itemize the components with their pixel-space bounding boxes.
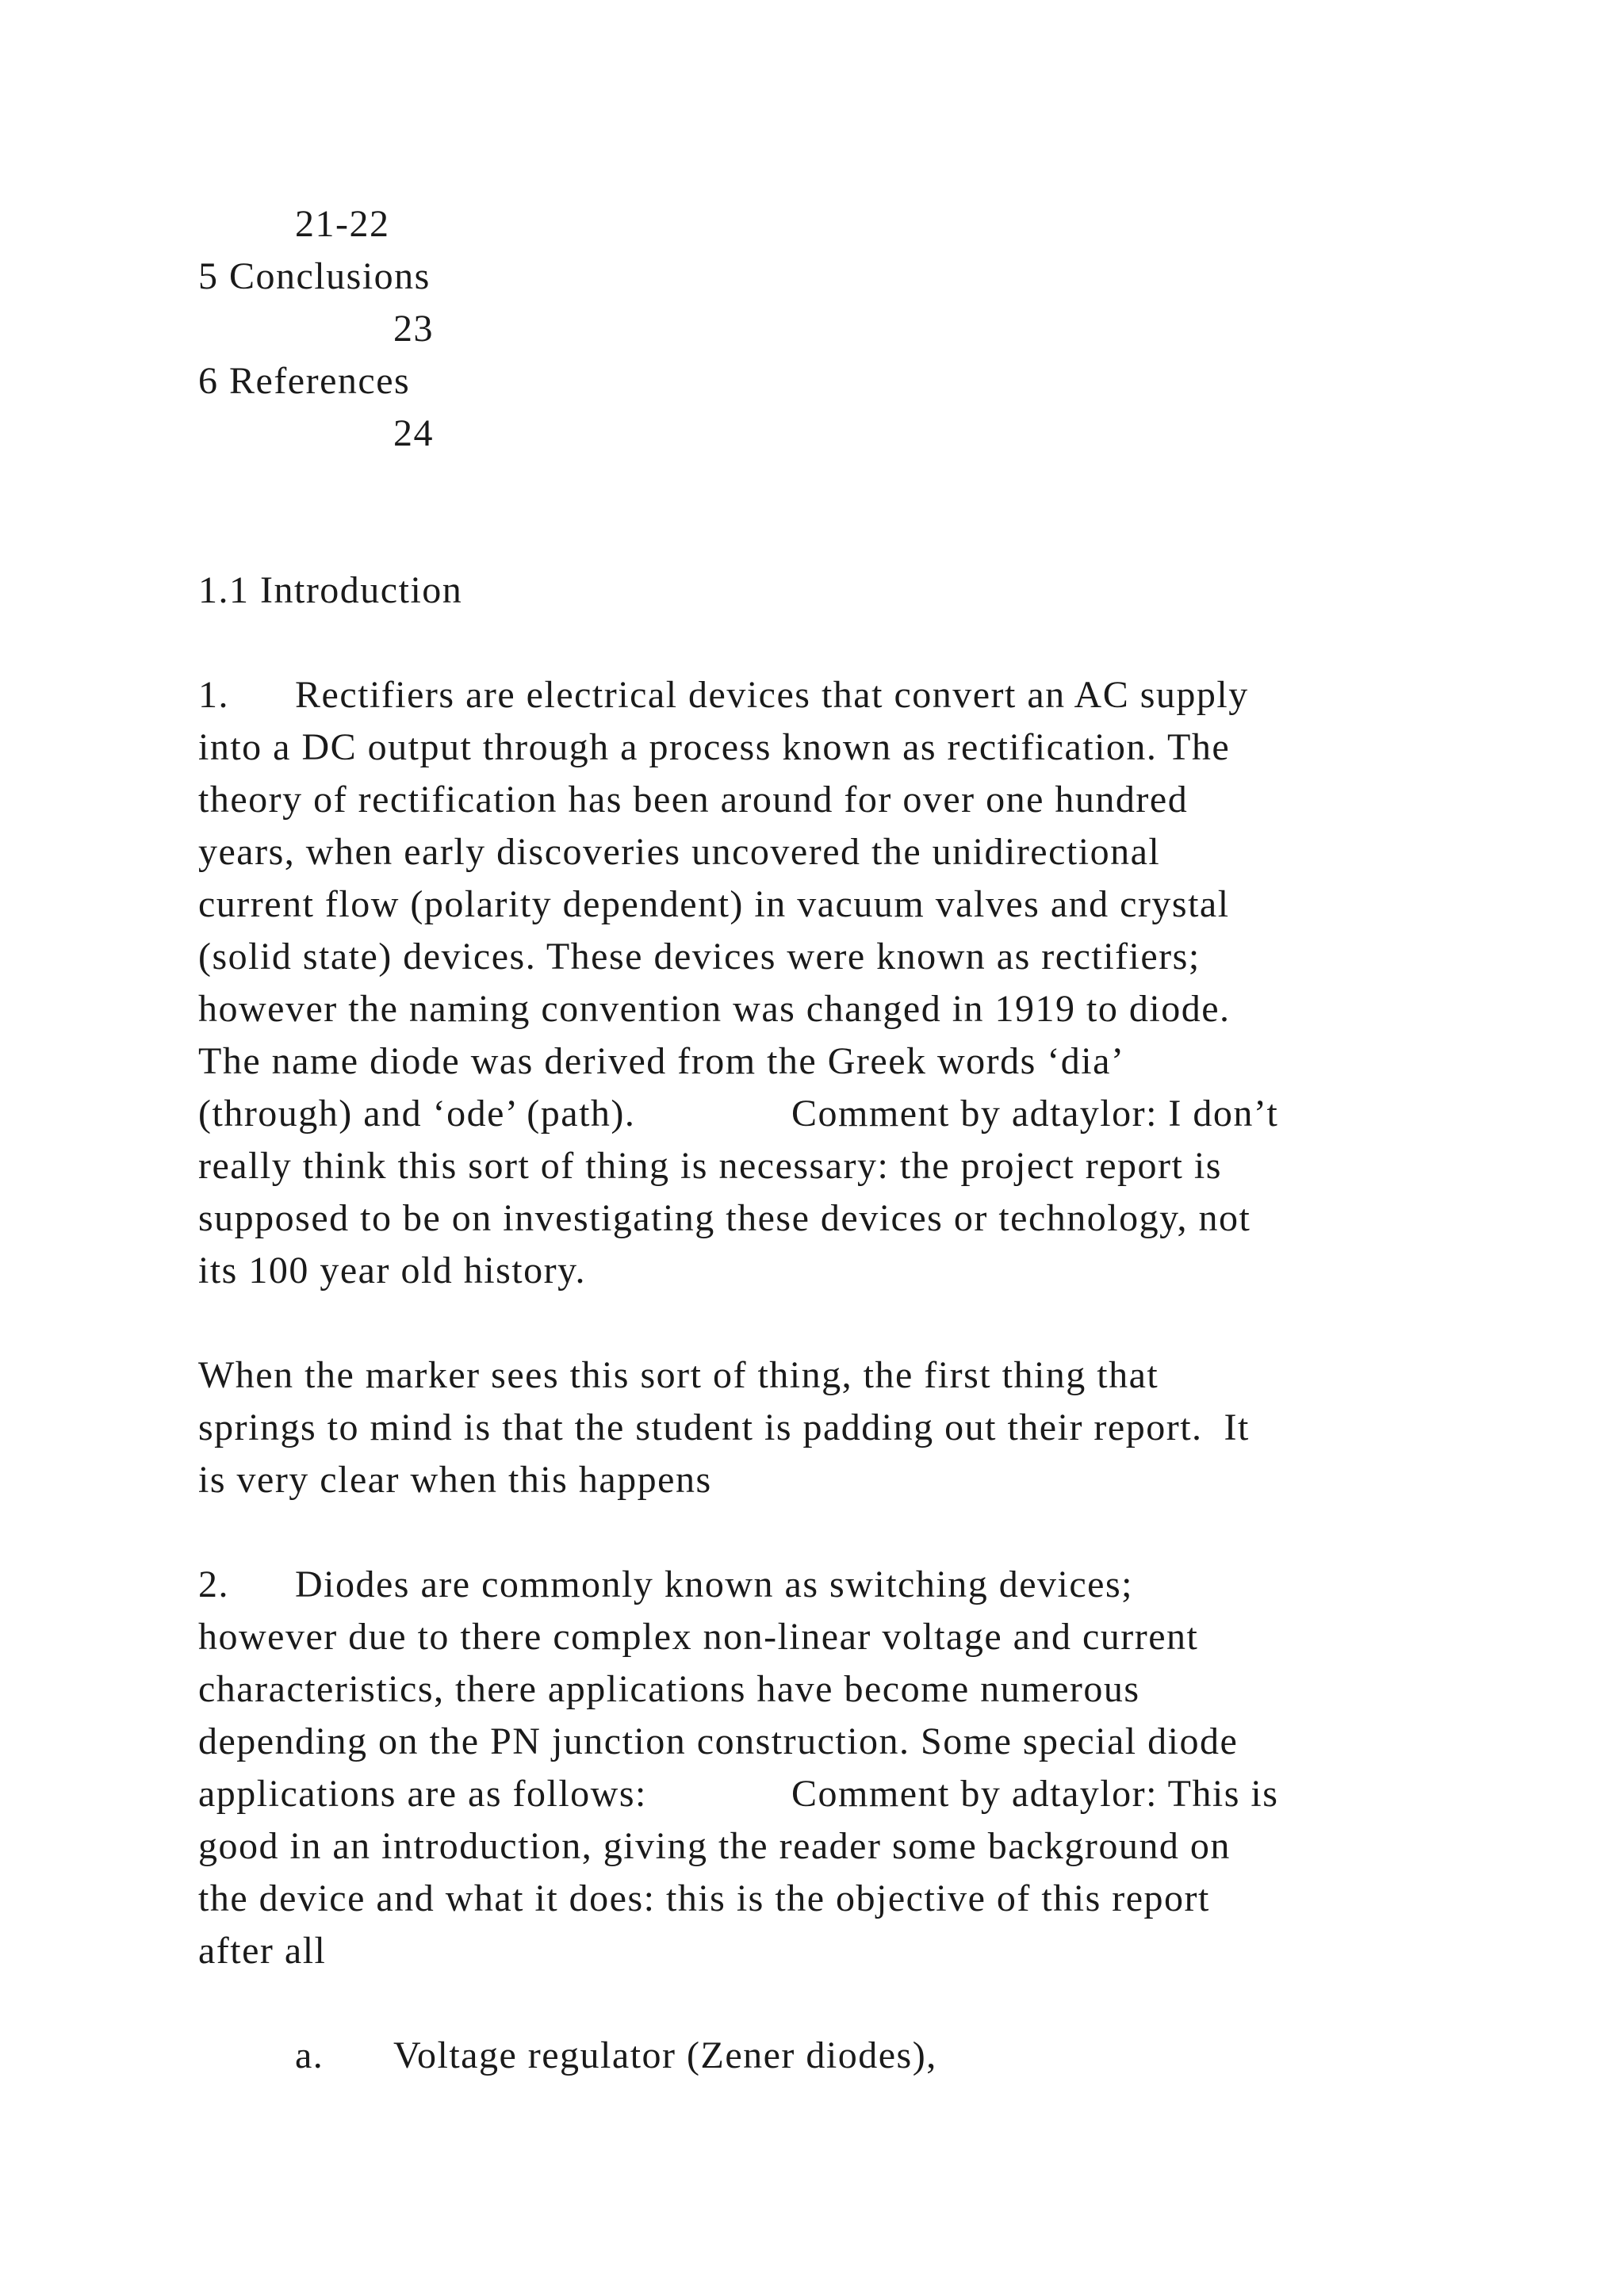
comment-line: its 100 year old history. [198, 1249, 586, 1292]
paragraph-1-line: current flow (polarity dependent) in vacuum valves and crystal [198, 883, 1230, 925]
paragraph-1-line: (through) and ‘ode’ (path). [198, 1093, 636, 1135]
paragraph-1-line: however the naming convention was changed in 1919 to diode. [198, 988, 1231, 1030]
paragraph-2-number: 2. [198, 1563, 229, 1605]
comment-marker: Comment by adtaylor: This is [791, 1773, 1279, 1815]
list-item-text: Voltage regulator (Zener diodes), [393, 2034, 937, 2076]
comment-line: is very clear when this happens [198, 1459, 712, 1501]
list-item-letter: a. [295, 2034, 324, 2076]
toc-page-23: 23 [393, 308, 434, 350]
paragraph-1-line: years, when early discoveries uncovered the unidirectional [198, 831, 1161, 873]
paragraph-1-first-line [198, 669, 1249, 721]
paragraph-2-line: applications are as follows: [198, 1773, 647, 1815]
paragraph-2-line: depending on the PN junction construction. Some special diode [198, 1720, 1239, 1762]
paragraph-1-line: (solid state) devices. These devices were known as rectifiers; [198, 936, 1201, 978]
paragraph-2-first-line [198, 1559, 1133, 1611]
paragraph-1-line-with-comment [198, 1088, 1279, 1140]
comment-line: supposed to be on investigating these devices or technology, not [198, 1197, 1251, 1239]
toc-page-24: 24 [393, 412, 434, 454]
toc-entry-conclusions: 5 Conclusions [198, 255, 431, 297]
section-heading: 1.1 Introduction [198, 569, 463, 611]
paragraph-2-line: characteristics, there applications have become numerous [198, 1668, 1140, 1710]
comment-line: springs to mind is that the student is padding out their report. It [198, 1406, 1250, 1448]
paragraph-1-line: into a DC output through a process known as rectification. The [198, 726, 1231, 768]
comment-line: the device and what it does: this is the objective of this report [198, 1877, 1210, 1919]
paragraph-1-line: theory of rectification has been around for over one hundred [198, 779, 1189, 821]
toc-entry-references: 6 References [198, 360, 411, 402]
comment-line: good in an introduction, giving the reader some background on [198, 1825, 1231, 1867]
paragraph-2-line-with-comment [198, 1768, 1279, 1820]
paragraph-1-line: The name diode was derived from the Greek words ‘dia’ [198, 1040, 1125, 1082]
paragraph-1-line: Rectifiers are electrical devices that convert an AC supply [295, 674, 1249, 716]
comment-line: really think this sort of thing is necessary: the project report is [198, 1145, 1222, 1187]
comment-marker: Comment by adtaylor: I don’t [791, 1093, 1279, 1135]
paragraph-2-line: Diodes are commonly known as switching devices; [295, 1563, 1133, 1605]
paragraph-1-number: 1. [198, 674, 229, 716]
list-item [295, 2030, 937, 2082]
paragraph-2-line: however due to there complex non-linear voltage and current [198, 1616, 1199, 1658]
comment-line: When the marker sees this sort of thing, the first thing that [198, 1354, 1159, 1396]
toc-page-21-22: 21-22 [295, 203, 390, 245]
comment-line: after all [198, 1930, 327, 1972]
